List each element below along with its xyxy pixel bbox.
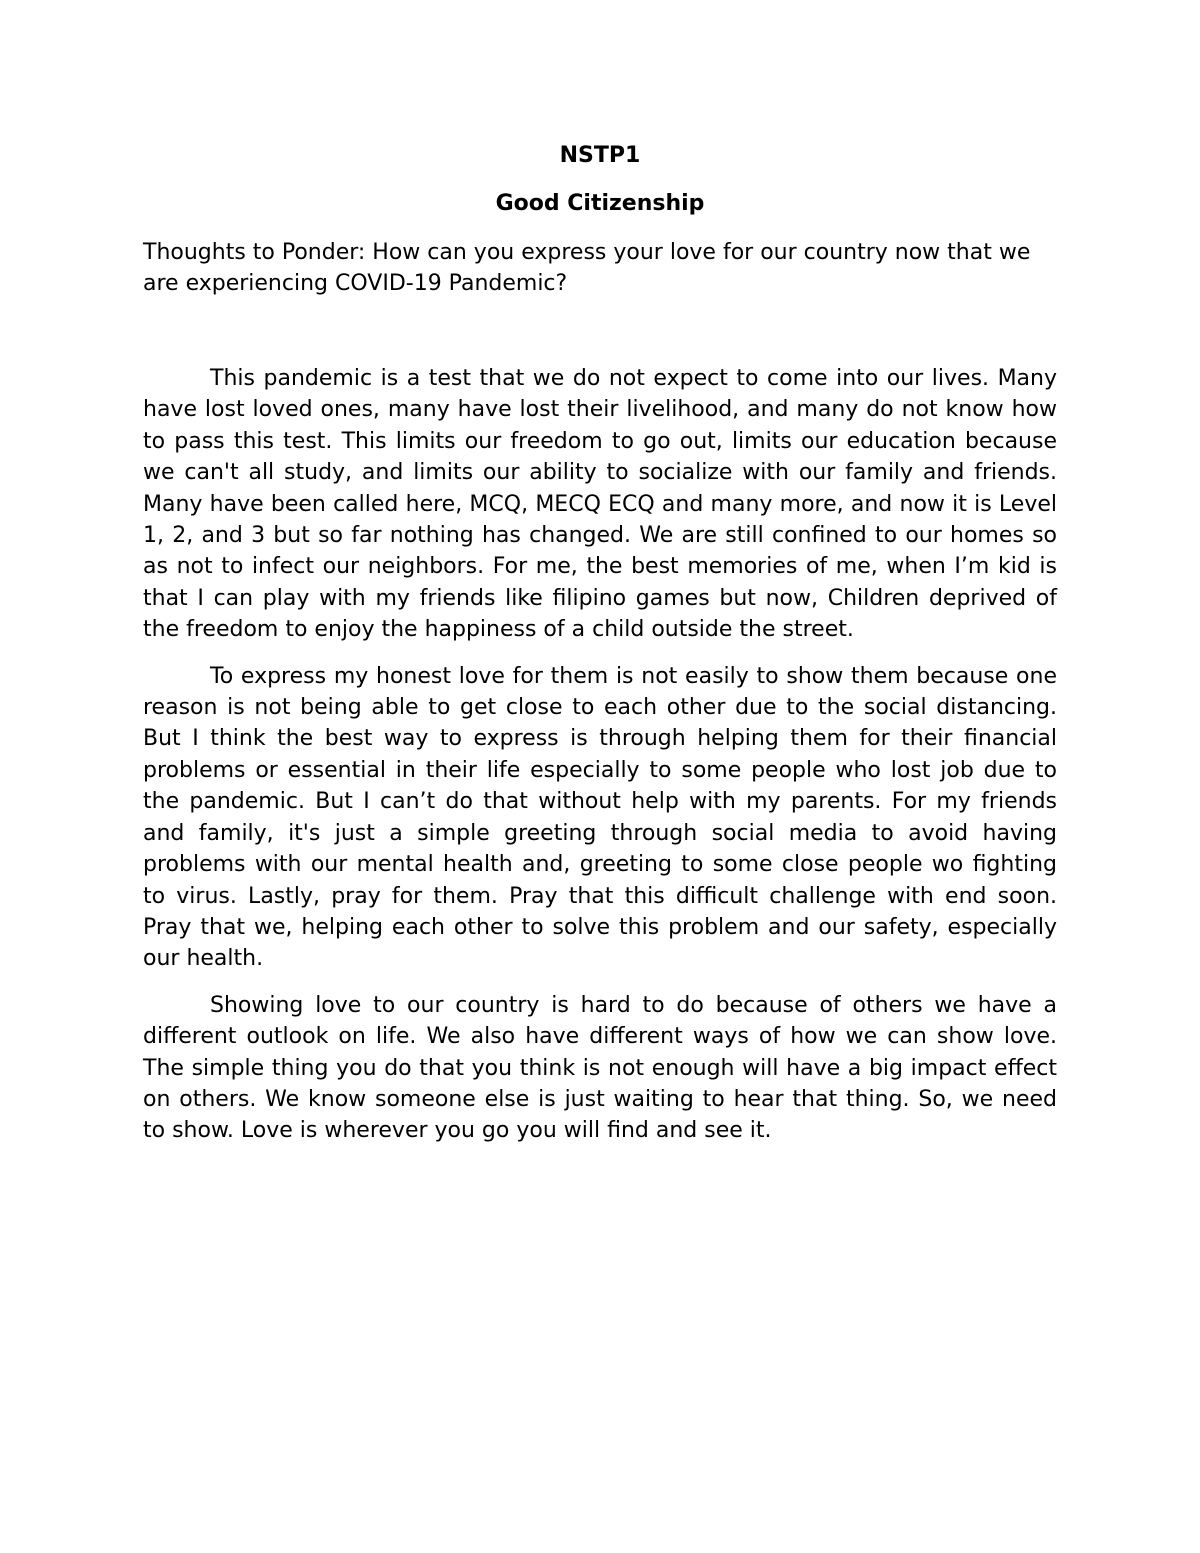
document-subtitle: Good Citizenship: [495, 191, 705, 216]
document-title: NSTP1: [559, 143, 641, 168]
paragraph-2: To express my honest love for them is not easily to show them because one reason is not being able to get close to each other due to the social distancing. But I think the best way to express is through helping them for their financial problems or essential in their life especially to some people who lost job due to the pandemic. But I can’t do that without help with my parents. For my friends and family, it's just a simple greeting through social media to avoid having problems with our mental health and, greeting to some close people wo fighting to virus. Lastly, pray for them. Pray that this difficult challenge with end soon. Pray that we, helping each other to solve this problem and our safety, especially our health.: [143, 663, 1057, 972]
paragraph-3: Showing love to our country is hard to do because of others we have a different outlook on life. We also have different ways of how we can show love. The simple thing you do that you think is not enough will have a big impact effect on others. We know someone else is just waiting to hear that thing. So, we need to show. Love is wherever you go you will find and see it.: [143, 992, 1057, 1144]
paragraph-1: This pandemic is a test that we do not expect to come into our lives. Many have lost loved ones, many have lost their livelihood, and many do not know how to pass this test. This limits our freedom to go out, limits our education because we can't all study, and limits our ability to socialize with our family and friends. Many have been called here, MCQ, MECQ ECQ and many more, and now it is Level 1, 2, and 3 but so far nothing has changed. We are still confined to our homes so as not to infect our neighbors. For me, the best memories of me, when I’m kid is that I can play with my friends like filipino games but now, Children deprived of the freedom to enjoy the happiness of a child outside the street.: [143, 366, 1057, 643]
document-body: [143, 141, 1057, 1147]
thoughts-to-ponder: Thoughts to Ponder: How can you express your love for our country now that we are experiencing COVID-19 Pandemic?: [143, 240, 1031, 296]
